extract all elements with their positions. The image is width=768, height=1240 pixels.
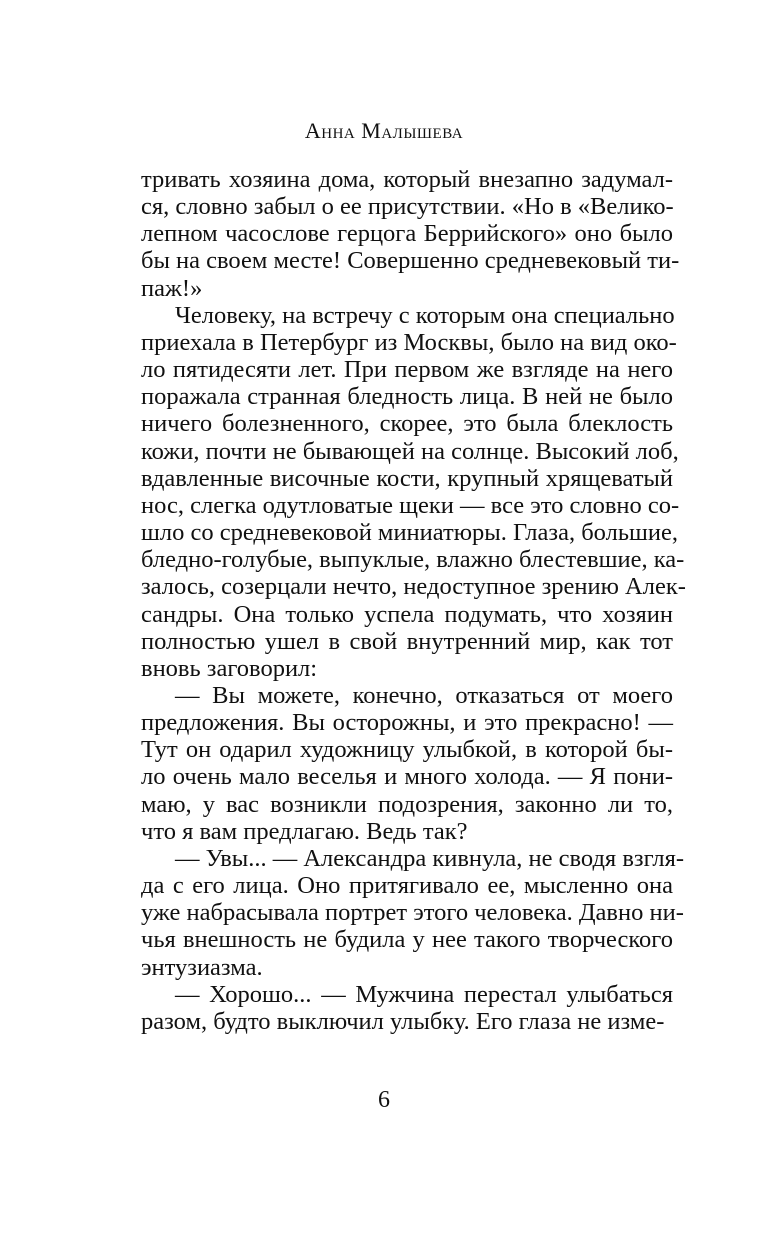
text-line: энтузиазма. bbox=[141, 953, 263, 981]
text-line: сандры. Она только успела подумать, что хозяин bbox=[141, 600, 673, 628]
paragraph bbox=[141, 166, 680, 302]
text-line: — Хорошо... — Мужчина перестал улыбаться bbox=[175, 980, 673, 1008]
text-line: Человеку, на встречу с которым она специально bbox=[175, 301, 675, 329]
text-line: маю, у вас возникли подозрения, законно ли то, bbox=[141, 790, 673, 818]
text-line: тривать хозяина дома, который внезапно задумал- bbox=[141, 166, 673, 193]
paragraph bbox=[141, 301, 686, 682]
text-line: лепном часослове герцога Беррийского» оно было bbox=[141, 220, 673, 248]
text-line: шло со средневековой миниатюры. Глаза, большие, bbox=[141, 519, 678, 547]
text-line: приехала в Петербург из Москвы, было на вид око- bbox=[141, 328, 677, 356]
text-line: что я вам предлагаю. Ведь так? bbox=[141, 817, 468, 845]
text-line: Тут он одарил художницу улыбкой, в которой бы- bbox=[141, 736, 673, 764]
text-line: уже набрасывала портрет этого человека. Давно ни- bbox=[141, 899, 684, 927]
body-text bbox=[141, 166, 686, 1035]
page-number: 6 bbox=[378, 1087, 390, 1113]
text-line: ничего болезненного, скорее, это была блеклость bbox=[141, 410, 673, 438]
text-line: паж!» bbox=[141, 274, 203, 302]
paragraph bbox=[141, 981, 673, 1035]
paragraph bbox=[141, 844, 685, 981]
paragraph bbox=[141, 682, 673, 845]
text-line: нос, слегка одутловатые щеки — все это словно со- bbox=[141, 491, 680, 519]
text-line: чья внешность не будила у нее такого творческого bbox=[141, 926, 673, 954]
text-line: — Вы можете, конечно, отказаться от моего bbox=[175, 681, 673, 709]
text-line: полностью ушел в свой внутренний мир, как тот bbox=[141, 627, 673, 655]
text-line: ло очень мало веселья и много холода. — Я пони- bbox=[141, 763, 673, 791]
text-line: бледно-голубые, выпуклые, влажно блестевшие, ка- bbox=[141, 546, 685, 574]
text-line: — Увы... — Александра кивнула, не сводя взгля- bbox=[175, 844, 685, 872]
text-line: вновь заговорил: bbox=[141, 654, 318, 682]
text-line: вдавленные височные кости, крупный хрящеватый bbox=[141, 464, 673, 492]
running-head: Анна Малышева bbox=[304, 118, 464, 143]
text-line: залось, созерцали нечто, недоступное зрению Алек- bbox=[141, 573, 686, 601]
text-line: разом, будто выключил улыбку. Его глаза не изме- bbox=[141, 1007, 665, 1035]
text-line: поражала странная бледность лица. В ней не было bbox=[141, 383, 673, 411]
text-line: ло пятидесяти лет. При первом же взгляде на него bbox=[141, 356, 673, 384]
text-line: бы на своем месте! Совершенно средневековый ти- bbox=[141, 247, 680, 275]
text-line: ся, словно забыл о ее присутствии. «Но в «Велико- bbox=[141, 193, 674, 221]
text-line: предложения. Вы осторожны, и это прекрасно! — bbox=[141, 709, 673, 737]
text-line: да с его лица. Оно притягивало ее, мысленно она bbox=[141, 872, 673, 900]
text-line: кожи, почти не бывающей на солнце. Высокий лоб, bbox=[141, 437, 679, 465]
